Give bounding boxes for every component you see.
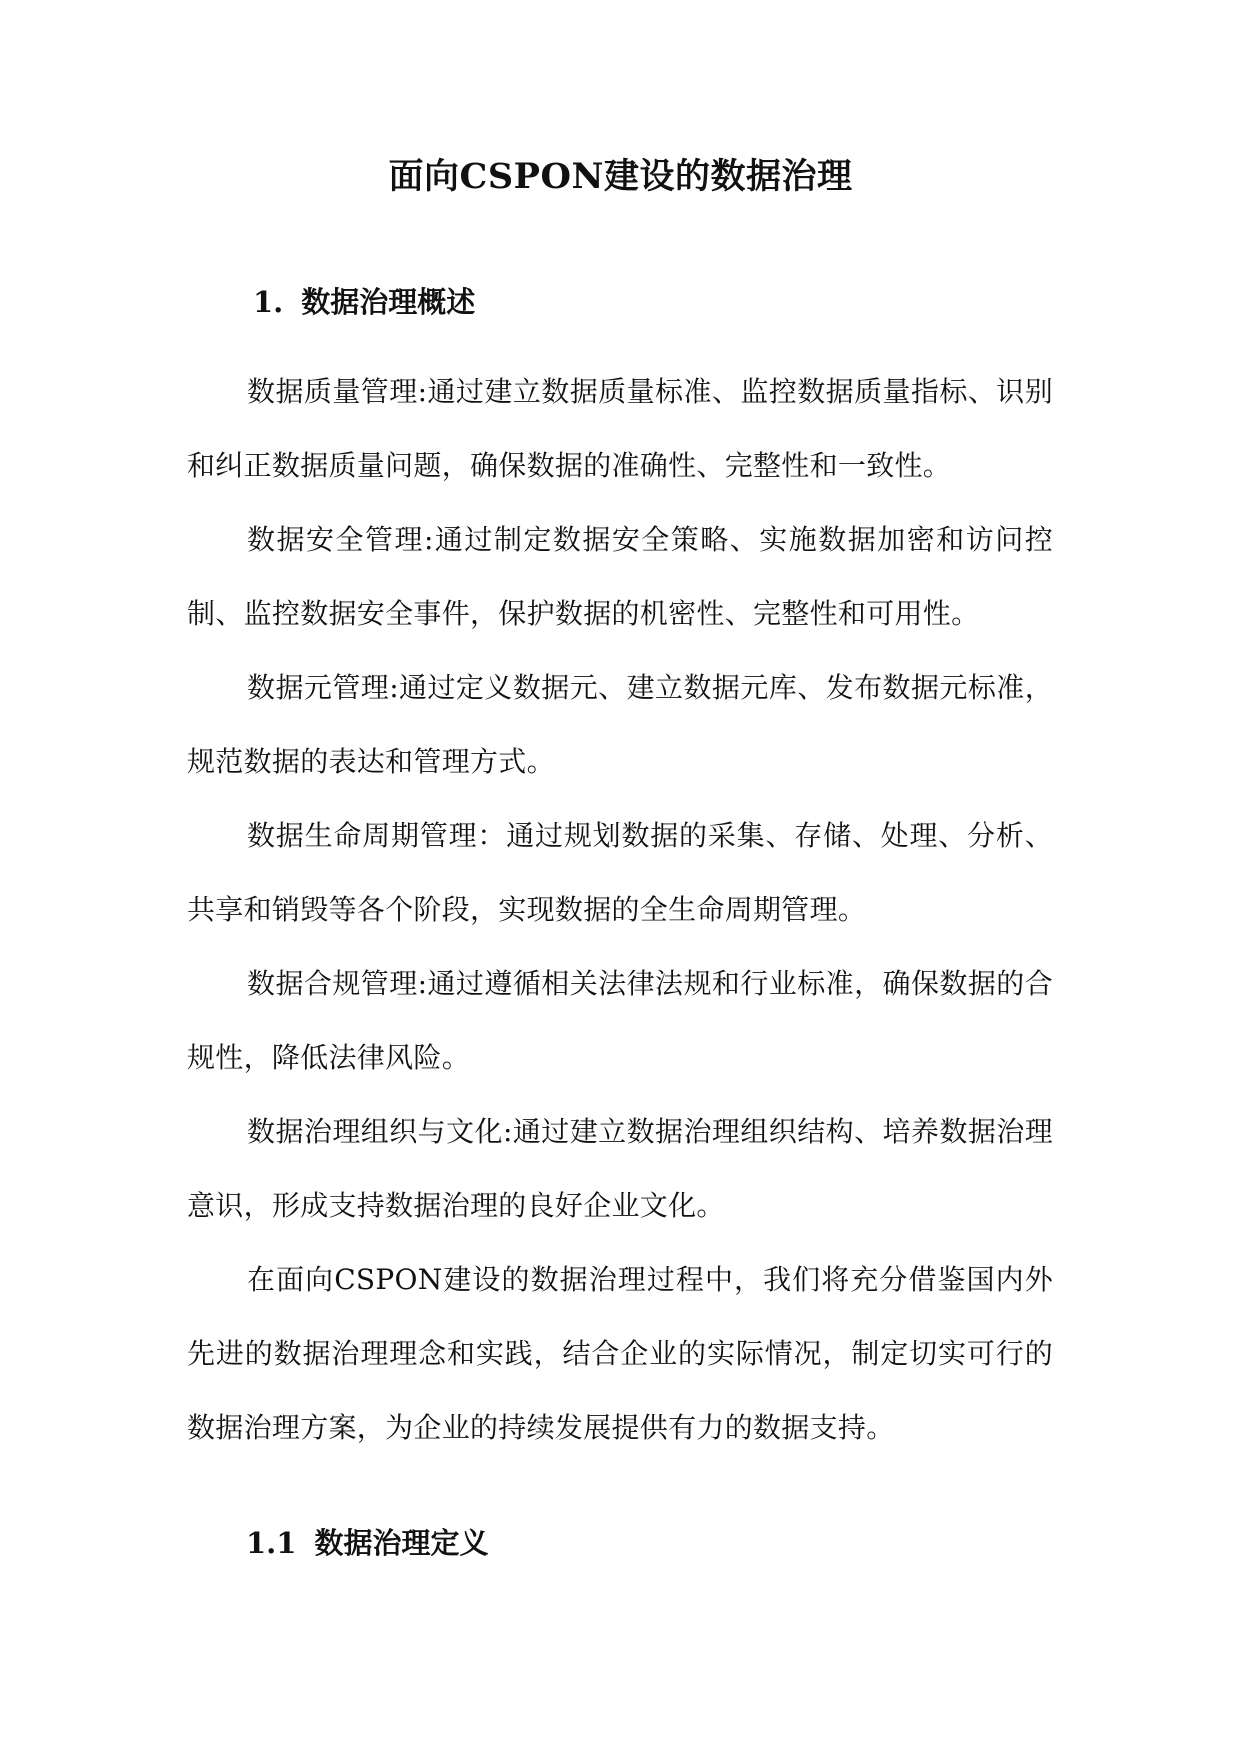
paragraph-data-element: 数据元管理:通过定义数据元、建立数据元库、发布数据元标准，规范数据的表达和管理方式。 — [187, 671, 1053, 778]
document-title: 面向CSPON建设的数据治理 — [388, 156, 853, 197]
paragraph-cspon-summary: 在面向CSPON建设的数据治理过程中，我们将充分借鉴国内外先进的数据治理理念和实践，结合企业的实际情况，制定切实可行的数据治理方案，为企业的持续发展提供有力的数据支持。 — [187, 1263, 1053, 1444]
paragraph-data-security: 数据安全管理:通过制定数据安全策略、实施数据加密和访问控制、监控数据安全事件，保护数据的机密性、完整性和可用性。 — [187, 523, 1053, 630]
document-body — [187, 355, 1053, 1465]
paragraph-data-compliance: 数据合规管理:通过遵循相关法律法规和行业标准，确保数据的合规性，降低法律风险。 — [187, 967, 1053, 1074]
paragraph-data-lifecycle: 数据生命周期管理：通过规划数据的采集、存储、处理、分析、共享和销毁等各个阶段，实现数据的全生命周期管理。 — [187, 819, 1053, 926]
section-heading-1-1 — [246, 1524, 488, 1562]
section-number: 1. — [253, 285, 284, 319]
paragraph-governance-culture: 数据治理组织与文化:通过建立数据治理组织结构、培养数据治理意识，形成支持数据治理的良好企业文化。 — [187, 1115, 1053, 1222]
section-title: 数据治理概述 — [301, 285, 476, 319]
subsection-number: 1.1 — [246, 1526, 297, 1560]
section-heading-1 — [253, 283, 475, 321]
paragraph-data-quality: 数据质量管理:通过建立数据质量标准、监控数据质量指标、识别和纠正数据质量问题，确保数据的准确性、完整性和一致性。 — [187, 375, 1053, 482]
subsection-title: 数据治理定义 — [314, 1526, 489, 1560]
